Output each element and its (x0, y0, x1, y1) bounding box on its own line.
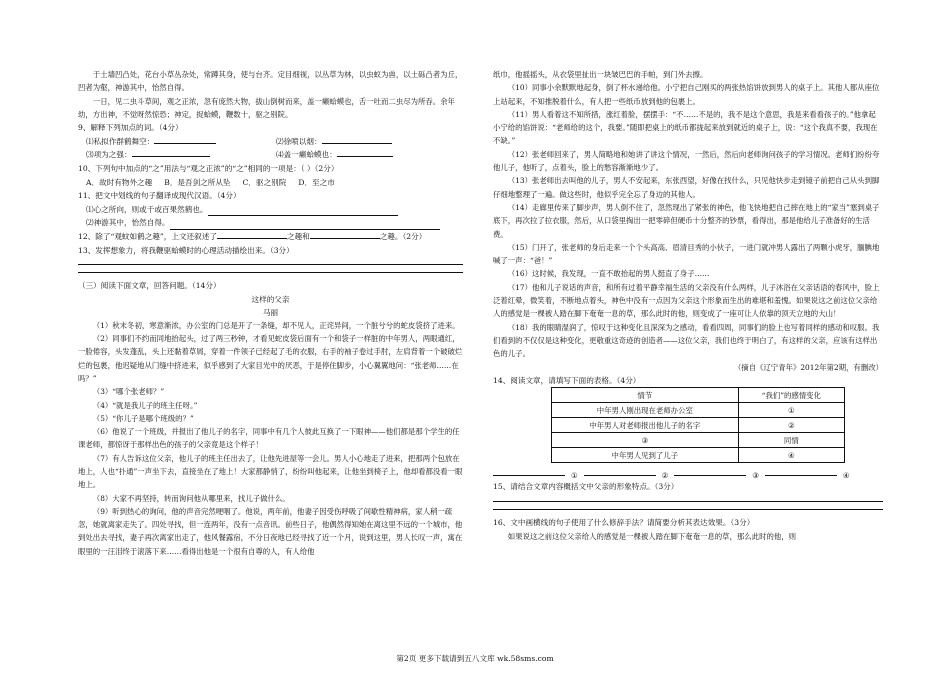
question-13: 13、发挥想象力，将我鞭驱蛤蟆时的心理活动描绘出来。（3分） (78, 245, 294, 255)
table-cell[interactable]: ② (738, 418, 844, 433)
article-paragraph: （7）有人告诉这位父亲，他儿子的班主任出去了，让他先进屋等一会儿。男人小心地走了进来，把那两个包放在地上，人也“扑通”一声坐下去，直接坐在了地上！大家都静悄了，纷纷叫他起来，让他坐到椅子上，他却看都没看一眼地上。 (78, 453, 463, 490)
blank-mark: ④ (842, 471, 850, 481)
q16-quote: 如果说这之前这位父亲给人的感觉是一棵被人踏在脚下奄奄一息的草，那么此时的他，则 (507, 531, 797, 541)
question-14: 14、阅读文章，请填写下面的表格。（4分） (493, 375, 641, 385)
q9-item-4: ⑷盖一癞蛤蟆也： (276, 150, 337, 160)
classical-text-paragraph-2: 一日，见二虫斗草间，观之正浓，忽有庞然大物，拔山倒树而来，盖一癞蛤蟆也，舌一吐而二虫尽为所吞。余年幼，方出神，不觉呀然惊恐；神定，捉蛤蟆，鞭数十，驱之别院。 (78, 96, 455, 119)
classical-text-paragraph-1: 于土墙凹凸处，花台小草丛杂处，常蹲其身，使与台齐。定目细视，以丛草为林，以虫蚁为兽，以土砾凸者为丘，凹者为壑，神游其中，怡然自得。 (78, 70, 463, 93)
question-9-items (78, 135, 463, 162)
article-paragraph: （3）“哪个张老师？” (92, 387, 165, 397)
article-paragraph: （10）同事小余默默地起身，倒了杯水递给他。小宁把自己刚买的两张热馅饼放到男人的桌子上。其他人都从座位上站起来，不知推脱着什么，有人把一些纸币放到他的包裹上。 (493, 83, 880, 106)
question-16: 16、文中画横线的句子使用了什么修辞手法？请简要分析其表达效果。（3分） (493, 518, 755, 528)
answer-blank[interactable] (217, 238, 287, 239)
q10-option-b[interactable]: B．是吾剑之所从坠 (164, 177, 231, 187)
blank-mark: ② (661, 471, 669, 481)
answer-blank[interactable] (337, 156, 393, 157)
article-paragraph: （15）门开了，张老师的身后走来一个个头高高、眉清目秀的小伙子，一进门就冲男人露出了两颗小虎牙，腼腆地喊了一声：“爸！” (493, 242, 880, 266)
answer-blank[interactable] (493, 475, 565, 476)
answer-blank[interactable] (310, 238, 380, 239)
table-header-cell: 情节 (552, 388, 739, 403)
table-cell: 中年男人见到了儿子 (552, 448, 739, 463)
article-paragraph: （18）我的眼睛湿润了，惊叹于这种变化且深深为之感动，看看四周，同事们的脸上也写着同样的感动和叹服。我们看到的不仅仅是这种变化，更敬重这奇迹的创造者——这位父亲，我们也终于明白了，有这样的父亲，应该有这样出色的儿子。 (493, 322, 880, 359)
table-cell[interactable]: ③ (552, 433, 739, 448)
q9-item-3: ⑶项为之强： (86, 150, 132, 160)
question-12 (78, 230, 463, 244)
q9-item-1: ⑴私拟作群鹤舞空： (86, 136, 155, 146)
article-paragraph: （17）他和儿子说话的声音，和所有过着平静幸福生活的父亲没有什么两样，儿子沐浴在父亲话语的春风中，脸上泛着红晕，微笑着，不断地点着头，神色中没有一点因为父亲这个形象而生出的难堪和羞愧。如果说这之前这位父亲给人的感觉是一棵被人踏在脚下奄奄一息的草，那么此时的他，则变成了一座可让人依靠的顶天立地的大山！ (493, 282, 880, 319)
q14-answer-blanks (493, 471, 883, 480)
answer-blank[interactable] (584, 475, 656, 476)
table-cell: 中年男人对老师报出他儿子的名字 (552, 418, 739, 433)
article-paragraph: （8）大家不再坚持，转而询问他从哪里来，找儿子做什么。 (92, 493, 290, 503)
answer-blank[interactable] (154, 143, 216, 144)
article-paragraph: （11）男人看着这不知所措，涨红着脸，摆摆手：“不……不是的，我不是这个意思，我是来看看孩子的。”他拿起小宁给的馅饼说：“老师给的这个，我要。”随即把桌上的纸币都拢起来放到就近的桌子上，说：“这个我真不要，我现在不缺。” (493, 109, 878, 146)
answer-line[interactable] (78, 272, 463, 273)
question-9: 9、解释下列加点的词。（4分） (78, 123, 183, 133)
article-title: 这样的父亲 (251, 294, 290, 304)
article-paragraph: （9）听到热心的询问，他的声音完然哽咽了。他说，两年前，他妻子因受伤呼吸了间歇性精神病，家人稍一疏忽，她就离家走失了。四处寻找，但一连两年，没有一点音讯。前些日子，他偶然得知她在离这里不远的一个城市，他到处出去寻找，妻子再次离家出走了，他风餐露宿，不分日夜地已经寻找了近一个月，说到这里，男人长叹一声，寓在眼里的一汪泪终于滚落下来……看得出他是一个很有自尊的人，有人给他 (78, 506, 463, 556)
q10-option-c[interactable]: C．驱之别院 (242, 177, 287, 187)
article-paragraph: （13）张老师出去叫他的儿子，男人不安起来，东张西望，好像在找什么，只见他快步走到镜子前把自己从头到脚仔细地整理了一遍。做这些时，他似乎完全忘了身边的其他人。 (493, 176, 880, 199)
question-10: 10、下列句中加点的“之”用法与“观之正浓”的“之”相同的一项是：（ ）（2分） (78, 163, 339, 173)
article-paragraph: （16）这时候，我发现，一直不敢抬起的男人挺直了身子…… (507, 269, 710, 279)
article-paragraph: （6）他说了一个班级，并报出了他儿子的名字，同事中有几个人彼此互换了一下眼神——他们都是那个学生的任课老师，都惊讶于那样出色的孩子的父亲竟是这个样子！ (78, 427, 460, 450)
article-paragraph: （2）同事们不约而同地抬起头，过了两三秒钟，才看见蛇皮袋后面有一个和袋子一样脏的中年男人，两眼通红，一脸倦容，头发蓬乱，头上还黏着草屑，穿着一件领子已经起了毛的衣服，右手的袖子卷过手肘，左肩背着一个破破烂烂的包裹，他迟疑地从门缝中挤进来，似乎感到了大家目光中的厌恶，于是停住脚步，小心翼翼地问：“张老师……在吗？” (78, 334, 463, 383)
answer-blank[interactable] (674, 475, 746, 476)
table-cell: 同情 (738, 433, 844, 448)
answer-line[interactable] (493, 501, 883, 502)
q12-text-c: 之趣。（2分） (379, 231, 427, 241)
q12-text-b: 之趣和 (286, 231, 310, 241)
q12-text-a: 12、除了“观蚊如鹤之趣”，上文还叙述了 (78, 231, 217, 241)
left-column (78, 68, 463, 558)
q11-item-2-row (78, 216, 463, 230)
q11-item-2: ⑵神游其中，怡然自得。 (86, 218, 170, 228)
q10-option-d[interactable]: D．至之市 (298, 177, 335, 187)
table-cell: 中年男人刚出现在老师办公室 (552, 403, 739, 418)
table-row (552, 433, 845, 448)
page-footer: 第2页 更多下载请到五八文库 wk.58sms.com (396, 654, 554, 663)
question-15: 15、请结合文章内容概括文中父亲的形象特点。（3分） (493, 482, 679, 492)
right-column (493, 68, 883, 543)
table-header-cell: “我们”的感情变化 (738, 388, 844, 403)
table-row (552, 448, 845, 463)
q11-item-1-row (78, 203, 463, 217)
article-paragraph: 纸巾，他摇摇头，从衣袋里扯出一块皱巴巴的手帕，到门外去擦。 (493, 70, 708, 79)
table-header-row (552, 388, 845, 403)
answer-blank[interactable] (208, 215, 398, 216)
article-paragraph: （14）走廊里传来了脚步声，男人倒不住了，忽然现出了紧张的神色，他飞快地把自己摔在地上的“家当”塞到桌子底下，再次拉了拉衣服，然后，从口袋里掏出一把零碎但硬币十分整齐的钞票，看得出，那是他给儿子准备好的生活费。 (493, 202, 880, 239)
q9-item-2: ⑵徐喷以烟： (276, 136, 322, 146)
question-11: 11、把文中划线的句子翻译成现代汉语。（4分） (78, 191, 241, 201)
article-paragraph: （4）“就是我儿子的班主任呀。” (92, 400, 198, 410)
q10-option-a[interactable]: A．故时有物外之趣 (86, 177, 153, 187)
article-paragraph: （1）秋末冬初，寒意渐浓，办公室的门总是开了一条缝，却不见人，正诧异间，一个脏兮兮的蛇皮袋挤了进来。 (92, 320, 460, 330)
article-source: （摘自《辽宁青年》2012年第2期，有删改） (733, 362, 883, 372)
article-paragraph: （5）“你儿子是哪个班级的？” (92, 413, 194, 423)
answer-line[interactable] (493, 509, 883, 510)
article-paragraph: （12）张老师回来了，男人简略地和她讲了讲这个情况，一然后，然后向老师询问孩子的学习情况。老师们纷纷夸他儿子，他听了，点着头，脸上的愁容渐渐地少了。 (493, 149, 880, 173)
answer-blank[interactable] (322, 143, 392, 144)
table-row (552, 403, 845, 418)
answer-blank[interactable] (132, 156, 210, 157)
section-3-heading: （三）阅读下面文章，回答问题。（14分） (78, 281, 221, 291)
table-cell[interactable]: ④ (738, 448, 844, 463)
question-14-table (551, 387, 845, 463)
article-author: 马丽 (262, 307, 279, 317)
table-row (552, 418, 845, 433)
blank-mark: ① (571, 471, 578, 481)
table-cell[interactable]: ① (738, 403, 844, 418)
q11-item-1: ⑴心之所向，则或千或百果然鹤也。 (86, 204, 208, 214)
answer-line[interactable] (78, 264, 463, 265)
question-10-options (78, 176, 463, 190)
blank-mark: ③ (752, 471, 759, 481)
answer-blank[interactable] (765, 475, 837, 476)
